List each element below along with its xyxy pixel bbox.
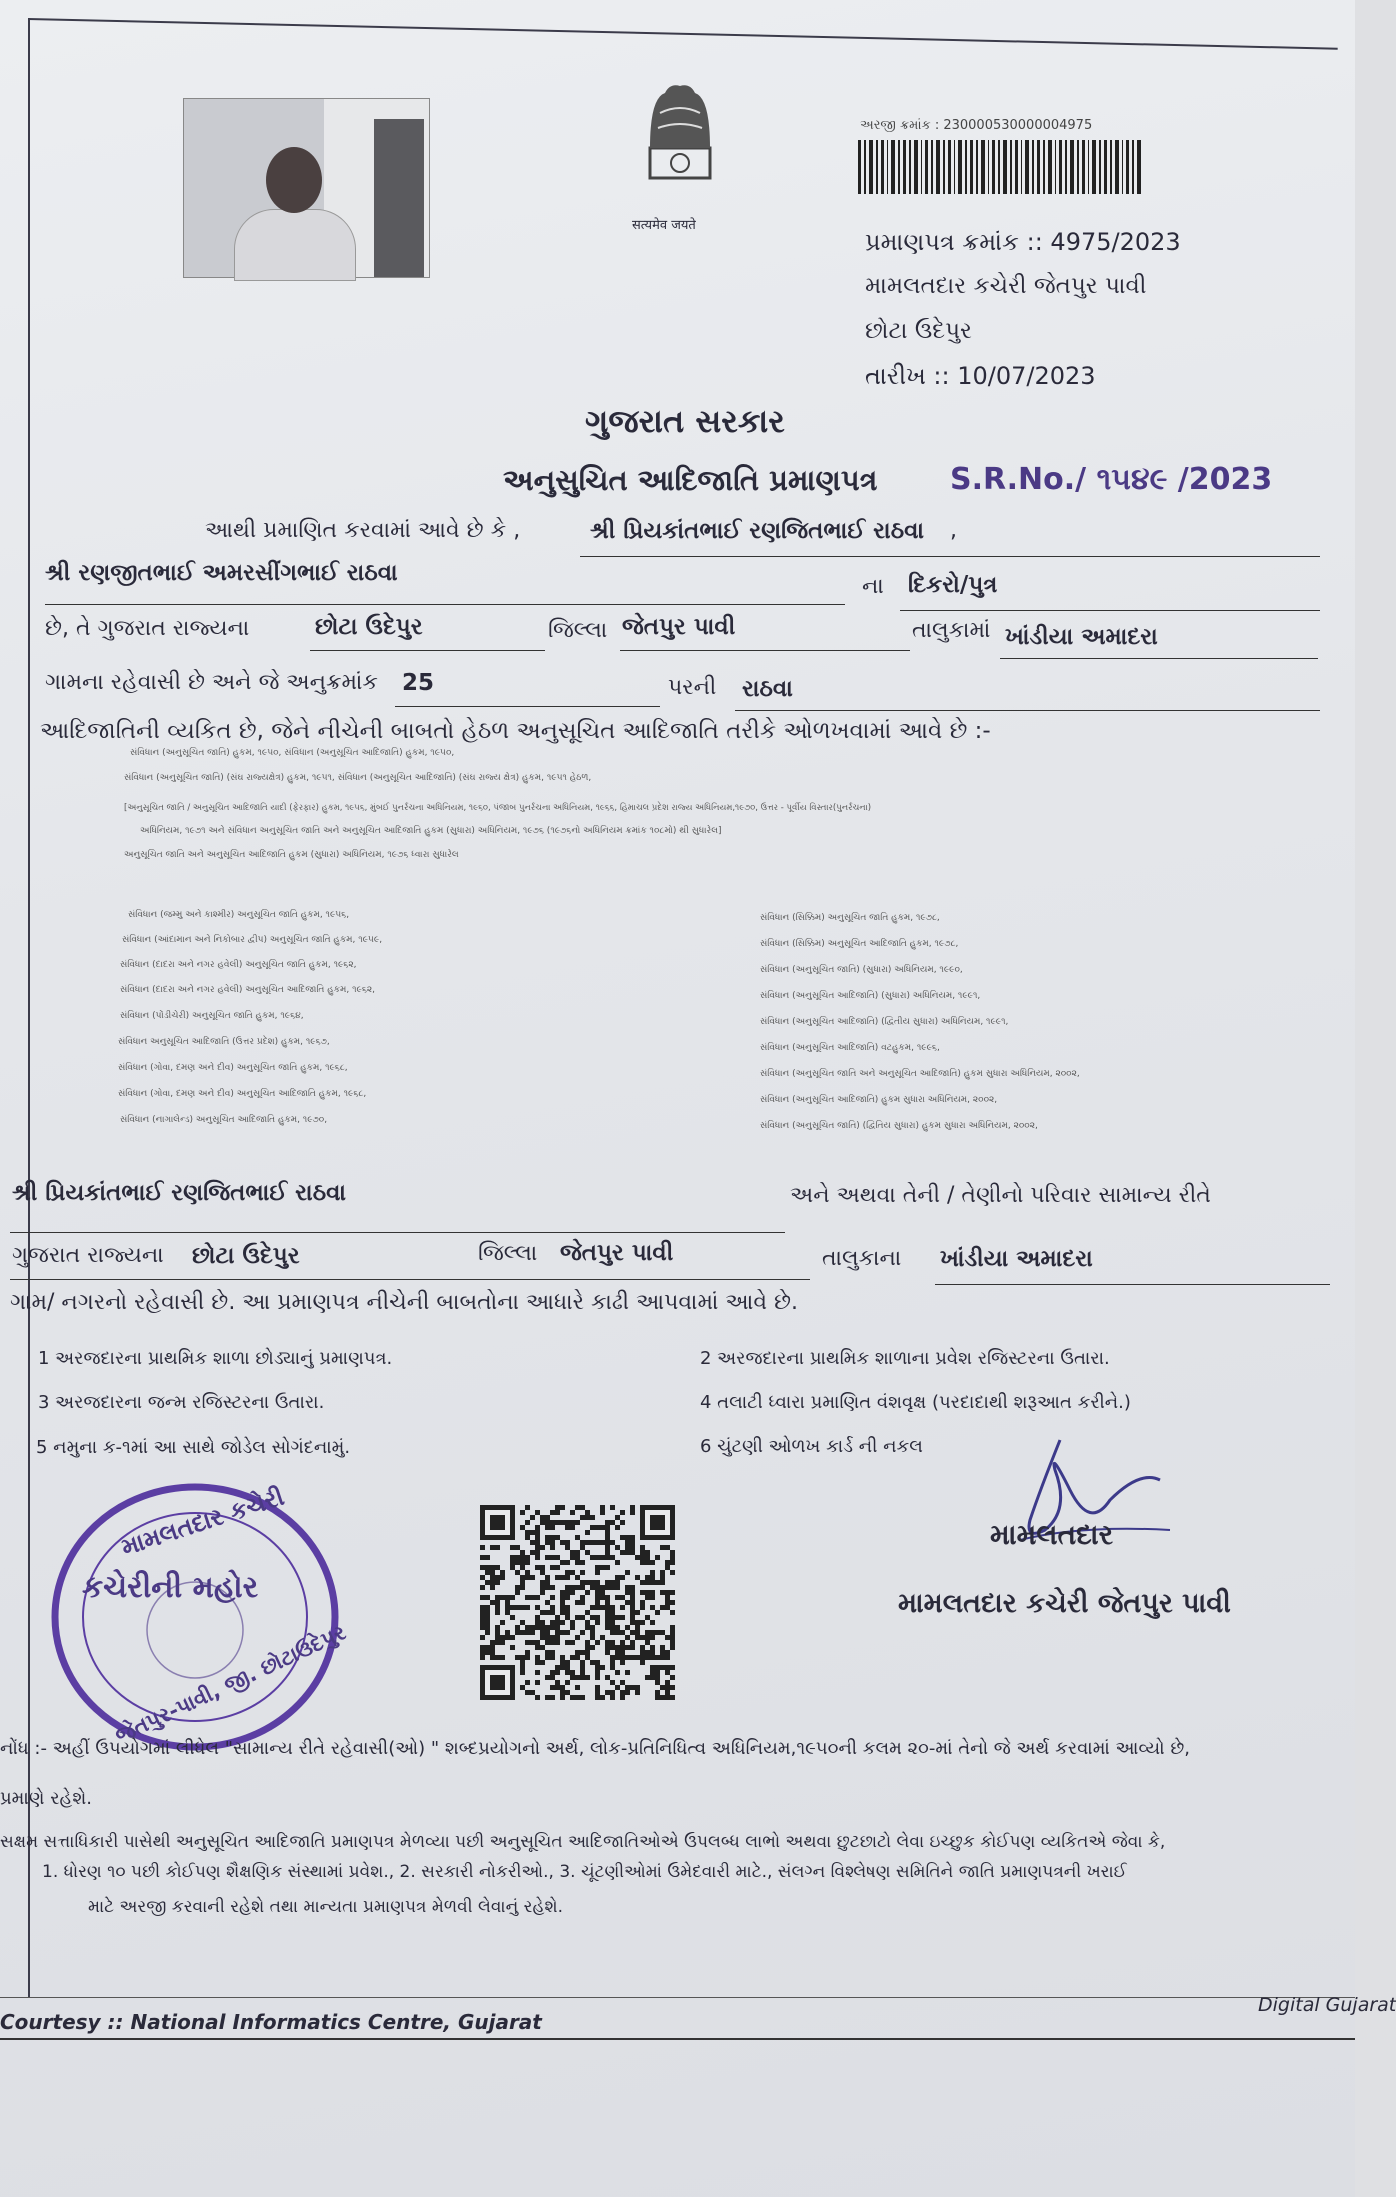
state-prefix: છે, તે ગુજરાત રાજ્યના (45, 616, 250, 641)
district-value: છોટા ઉદેપુર (315, 614, 423, 640)
residence-district: છોટા ઉદેપુર (192, 1243, 300, 1269)
law-left-item: સંવિધાન (દાદરા અને નગર હવેલી) અનુસૂચિત આદિજાતિ હુકમ, ૧૯૬૨, (120, 985, 376, 995)
taluka-label: તાલુકામાં (912, 618, 991, 643)
law-left-item: સંવિધાન (પોંડીચેરી) અનુસૂચિત જાતિ હુકમ, ૧૯૬૪, (120, 1011, 304, 1021)
residence-state: ગુજરાત રાજ્યના (12, 1243, 164, 1268)
residence-taluka: જેતપુર પાવી (560, 1240, 674, 1266)
na-label: ના (862, 574, 884, 599)
taluka-value: જેતપુર પાવી (622, 614, 736, 640)
document-item: 1 અરજદારના પ્રાથમિક શાળા છોડ્યાનું પ્રમાણપત્ર. (38, 1348, 393, 1369)
applicant-photo (183, 98, 430, 278)
qr-code (480, 1505, 675, 1700)
national-emblem-icon (620, 78, 740, 208)
law-right-item: સંવિધાન (અનુસૂચિત જાતિ) (દ્વિતિય સુધારા) હુકમ સુધારા અધિનિયમ, ૨૦૦૨, (760, 1121, 1038, 1131)
par-ni-label: પરની (668, 675, 717, 700)
footer-rule (0, 2038, 1355, 2040)
document-item: 6 ચુંટણી ઓળખ કાર્ડ ની નકલ (700, 1436, 923, 1457)
law-right-item: સંવિધાન (અનુસૂચિત આદિજાતિ) (સુધારા) અધિનિયમ, ૧૯૯૧, (760, 991, 981, 1001)
father-name: શ્રી રણજીતભાઈ અમરસીંગભાઈ રાઠવા (45, 560, 398, 586)
residence-village: ખાંડીયા અમાદરા (940, 1246, 1093, 1272)
office-name: મામલતદાર કચેરી જેતપુર પાવી (865, 273, 1147, 299)
law-left-item: સંવિધાન (દાદરા અને નગર હવેલી) અનુસૂચિત જાતિ હુકમ, ૧૯૬૨, (120, 960, 357, 970)
comma: , (950, 518, 957, 543)
applicant-name: શ્રી પ્રિયકાંતભાઈ રણજિતભાઈ રાઠવા (590, 518, 925, 544)
residence-district-label: જિલ્લા (478, 1241, 538, 1266)
law-line: સંવિધાન (અનુસૂચિત જાતિ) હુકમ, ૧૯૫૦, સંવિધાન (અનુસૂચિત આદિજાતિ) હુકમ, ૧૯૫૦, (130, 748, 455, 758)
law-left-item: સંવિધાન (ગોવા, દમણ અને દીવ) અનુસૂચિત જાતિ હુકમ, ૧૯૬૮, (118, 1063, 348, 1073)
note-residence: નોંધ :- અહીં ઉપયોગમાં લીધેલ "સામાન્ય રીતે રહેવાસી(ઓ) " શબ્દપ્રયોગનો અર્થ, લોક-પ્રતિનિધિત્વ અધિનિયમ,૧૯૫૦ની કલમ ૨૦-માં તેનો જે અર્થ કરવામાં આવ્યો છે, (0, 1738, 1190, 1759)
barcode (858, 140, 1142, 194)
seal-top-text: મામલતદાર કચેરી (117, 1482, 288, 1562)
law-right-item: સંવિધાન (અનુસૂચિત આદિજાતિ) હુકમ સુધારા અધિનિયમ, ૨૦૦૨, (760, 1095, 998, 1105)
district-label: જિલ્લા (548, 618, 608, 643)
law-right-item: સંવિધાન (અનુસૂચિત જાતિ અને અનુસૂચિત આદિજાતિ) હુકમ સુધારા અધિનિયમ, ૨૦૦૨, (760, 1069, 1080, 1079)
serial-value: 25 (402, 670, 435, 696)
document-item: 2 અરજદારના પ્રાથમિક શાળાના પ્રવેશ રજિસ્ટરના ઉતારા. (700, 1348, 1110, 1369)
law-right-item: સંવિધાન (સિક્કિમ) અનુસૂચિત આદિજાતિ હુકમ, ૧૯૭૮, (760, 939, 959, 949)
law-left-item: સંવિધાન (આંદામાન અને નિકોબાર દ્વીપ) અનુસૂચિત જાતિ હુકમ, ૧૯૫૯, (122, 935, 383, 945)
signatory-designation: મામલતદાર (990, 1518, 1114, 1551)
page-border-left (28, 18, 30, 1998)
law-line: સંવિધાન (અનુસૂચિત જાતિ) (સંઘ રાજ્યક્ષેત્ર) હુકમ, ૧૯૫૧, સંવિધાન (અનુસૂચિત આદિજાતિ) (સંઘ રાજ્ય ક્ષેત્ર) હુકમ, ૧૯૫૧ હેઠળ, (124, 773, 592, 783)
application-number: અરજી ક્રમાંક : 230000530000004975 (860, 118, 1093, 133)
relation: દિકરો/પુત્ર (908, 572, 998, 598)
tribe-value: રાઠવા (742, 676, 793, 702)
residence-taluka-label: તાલુકાના (822, 1246, 902, 1271)
footer-digital: Digital Gujarat (1258, 1994, 1396, 2016)
law-right-item: સંવિધાન (અનુસૂચિત આદિજાતિ) (દ્વિતીય સુધારા) અધિનિયમ, ૧૯૯૧, (760, 1017, 1009, 1027)
law-left-item: સંવિધાન (નાગાલેન્ડ) અનુસૂચિત આદિજાતિ હુકમ, ૧૯૭૦, (120, 1115, 328, 1125)
resident-prefix: ગામના રહેવાસી છે અને જે અનુક્રમાંક (45, 670, 378, 695)
certify-prefix: આથી પ્રમાણિત કરવામાં આવે છે કે , (205, 518, 521, 543)
seal-middle-text: કચેરીની મહોર (82, 1570, 259, 1605)
residence-suffix: અને અથવા તેની / તેણીનો પરિવાર સામાન્ય રીતે (790, 1183, 1211, 1208)
village-value: ખાંડીયા અમાદરા (1005, 624, 1158, 650)
law-left-item: સંવિધાન (જમ્મુ અને કાશ્મીર) અનુસૂચિત જાતિ હુકમ, ૧૯૫૬, (128, 910, 350, 920)
issue-date: તારીખ :: 10/07/2023 (865, 362, 1096, 390)
law-left-item: સંવિધાન અનુસૂચિત આદિજાતિ (ઉત્તર પ્રદેશ) હુકમ, ૧૯૬૭, (118, 1037, 330, 1047)
signatory-office: મામલતદાર કચેરી જેતપુર પાવી (898, 1588, 1231, 1619)
law-right-item: સંવિધાન (સિક્કિમ) અનુસૂચિત જાતિ હુકમ, ૧૯૭૮, (760, 913, 940, 923)
note-apply: માટે અરજી કરવાની રહેશે તથા માન્યતા પ્રમાણપત્ર મેળવી લેવાનું રહેશે. (88, 1897, 564, 1917)
note-benefits: સક્ષમ સત્તાધિકારી પાસેથી અનુસૂચિત આદિજાતિ પ્રમાણપત્ર મેળવ્યા પછી અનુસૂચિત આદિજાતિઓએ ઉપલબ્ધ લાભો અથવા છુટછાટો લેવા ઇચ્છુક કોઈપણ વ્યકિતએ જેવા કે, (0, 1832, 1166, 1852)
law-right-item: સંવિધાન (અનુસૂચિત આદિજાતિ) વટહુકમ, ૧૯૯૬, (760, 1043, 940, 1053)
government-title: ગુજરાત સરકાર (585, 402, 785, 440)
law-line: [અનુસૂચિત જાતિ / અનુસૂચિત આદિજાતિ યાદી (ફેરફાર) હુકમ, ૧૯૫૬, મુંબઈ પુનર્રચના અધિનિયમ, ૧૯૬૦, પંજાબ પુનર્રચના અધિનિયમ, ૧૯૬૬, હિમાચલ પ્રદેશ રાજ્ય અધિનિયમ,૧૯૭૦, ઉત્તર - પૂર્વીય વિસ્તાર(પુનર્રચના) (124, 803, 872, 813)
document-item: 3 અરજદારના જન્મ રજિસ્ટરના ઉતારા. (38, 1392, 325, 1413)
residence-name: શ્રી પ્રિયકાંતભાઈ રણજિતભાઈ રાઠવા (12, 1180, 347, 1206)
law-line: અનુસૂચિત જાતિ અને અનુસૂચિત આદિજાતિ હુકમ (સુધારા) અધિનિયમ, ૧૯૭૬ ધ્વારા સુધારેલ (124, 850, 459, 860)
note-residence-end: પ્રમાણે રહેશે. (0, 1788, 92, 1809)
certificate-number: પ્રમાણપત્ર ક્રમાંક :: 4975/2023 (865, 228, 1181, 256)
certificate-title: અનુસુચિત આદિજાતિ પ્રમાણપત્ર (503, 463, 878, 497)
residence-closing: ગામ/ નગરનો રહેવાસી છે. આ પ્રમાણપત્ર નીચેની બાબતોના આધારે કાઢી આપવામાં આવે છે. (10, 1290, 799, 1315)
sr-number: S.R.No./ ૧૫૪૯ /2023 (950, 462, 1273, 497)
document-item: 5 નમુના ક-૧માં આ સાથે જોડેલ સોગંદનામું. (36, 1437, 351, 1458)
note-uses: 1. ધોરણ ૧૦ પછી કોઈપણ શૈક્ષણિક સંસ્થામાં પ્રવેશ., 2. સરકારી નોકરીઓ., 3. ચૂંટણીઓમાં ઉમેદવારી માટે., સંલગ્ન વિશ્લેષણ સમિતિને જાતિ પ્રમાણપત્રની ખરાઈ (42, 1862, 1127, 1882)
page-border-top (28, 18, 1338, 50)
emblem-motto: सत्यमेव जयते (632, 218, 696, 233)
recognition-text: આદિજાતિની વ્યકિત છે, જેને નીચેની બાબતો હેઠળ અનુસૂચિત આદિજાતિ તરીકે ઓળખવામાં આવે છે :- (40, 718, 991, 744)
office-district: છોટા ઉદેપુર (865, 318, 972, 344)
footer-courtesy: Courtesy :: National Informatics Centre, Gujarat (0, 2010, 542, 2034)
law-left-item: સંવિધાન (ગોવા, દમણ અને દીવ) અનુસૂચિત આદિજાતિ હુકમ, ૧૯૬૮, (118, 1089, 367, 1099)
law-right-item: સંવિધાન (અનુસૂચિત જાતિ) (સુધારા) અધિનિયમ, ૧૯૯૦, (760, 965, 963, 975)
document-item: 4 તલાટી ધ્વારા પ્રમાણિત વંશવૃક્ષ (પરદાદાથી શરૂઆત કરીને.) (700, 1392, 1131, 1413)
law-line: અધિનિયમ, ૧૯૭૧ અને સંવિધાન અનુસૂચિત જાતિ અને અનુસૂચિત આદિજાતિ હુકમ (સુધારા) અધિનિયમ, ૧૯૭૬ (૧૯૭૬નો અધિનિયમ ક્રમાંક ૧૦૮મો) થી સુધારેલ] (140, 826, 722, 836)
seal-bottom-text: જેતપુર-પાવી, જી. છોટાઉદેપુર (111, 1620, 350, 1749)
